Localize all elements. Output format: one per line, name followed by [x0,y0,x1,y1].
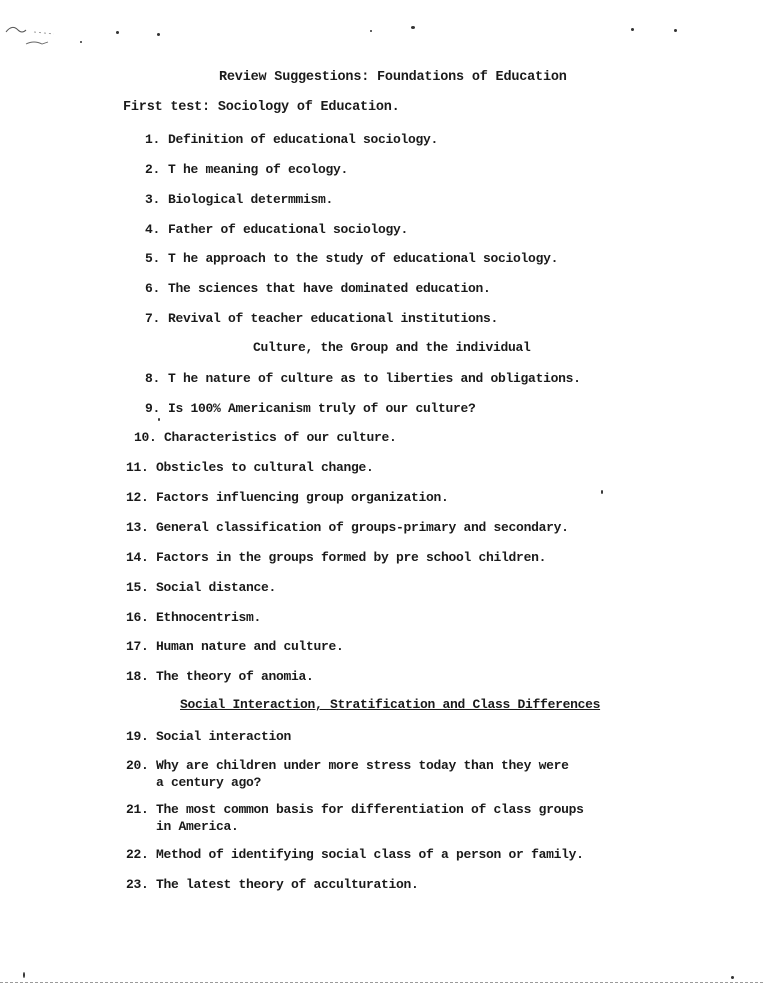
item-number: 12. [126,490,149,505]
list-item [126,801,584,835]
item-text: Why are children under more stress today than they were a century ago? [156,758,569,790]
item-number: 5. [144,251,160,266]
section-heading: Culture, the Group and the individual [253,340,531,355]
section-heading: Social Interaction, Stratification and Class Differences [180,697,601,712]
list-item [138,370,581,387]
list-item [126,846,584,863]
list-item [126,728,291,745]
item-text: T he nature of culture as to liberties and obligations. [168,371,581,386]
item-text: Characteristics of our culture. [164,430,397,445]
item-text: Definition of educational sociology. [168,132,439,147]
scan-speck [411,26,415,29]
list-item [138,400,476,417]
item-text: T he meaning of ecology. [168,162,349,177]
item-number: 13. [126,520,149,535]
scan-speck [116,31,119,34]
item-number: 8. [144,371,160,386]
item-text: General classification of groups-primary and secondary. [156,520,569,535]
scan-speck [157,33,160,36]
item-number: 2. [144,162,160,177]
item-number: 14. [126,550,149,565]
list-item [126,519,569,536]
item-text: Social distance. [156,580,277,595]
item-text: Obsticles to cultural change. [156,460,374,475]
scan-speck [370,30,372,32]
list-item [138,161,348,178]
item-text: Ethnocentrism. [156,610,262,625]
document-title: Review Suggestions: Foundations of Education [219,70,567,85]
scan-speck [158,418,160,421]
list-item [126,579,276,596]
item-number: 6. [144,281,160,296]
list-item [126,757,569,791]
item-number: 22. [126,847,149,862]
item-text: Factors in the groups formed by pre school children. [156,550,547,565]
item-number: 10. [134,430,157,445]
item-text: Human nature and culture. [156,639,344,654]
item-number: 9. [144,401,160,416]
item-number: 15. [126,580,149,595]
item-text: Biological determmism. [168,192,334,207]
scan-speck [674,29,677,32]
item-number: 18. [126,669,149,684]
list-item [126,459,374,476]
item-number: 4. [144,222,160,237]
scan-speck [23,972,25,978]
scan-speck [731,976,734,979]
item-text: Method of identifying social class of a person or family. [156,847,584,862]
handwritten-mark [4,18,84,58]
item-text: Factors influencing group organization. [156,490,449,505]
scan-speck [80,41,82,43]
list-item [138,280,491,297]
item-text: The sciences that have dominated education. [168,281,491,296]
item-number: 11. [126,460,149,475]
list-item [126,668,314,685]
item-number: 1. [144,132,160,147]
list-item [138,221,408,238]
scan-speck [601,490,603,494]
item-number: 19. [126,729,149,744]
list-item [138,191,333,208]
item-number: 3. [144,192,160,207]
item-text: Father of educational sociology. [168,222,409,237]
item-text: The most common basis for differentiation of class groups in America. [156,802,584,834]
scan-speck [631,28,634,31]
item-number: 16. [126,610,149,625]
item-text: The latest theory of acculturation. [156,877,419,892]
list-item [126,609,261,626]
item-number: 7. [144,311,160,326]
item-number: 20. [126,758,149,773]
list-item [126,549,546,566]
item-text: Is 100% Americanism truly of our culture? [168,401,476,416]
item-number: 23. [126,877,149,892]
list-item [126,638,344,655]
item-number: 17. [126,639,149,654]
list-item [138,131,438,148]
item-text: T he approach to the study of educational sociology. [168,251,559,266]
list-item [126,876,419,893]
list-item [138,310,498,327]
list-item [138,250,558,267]
scan-edge [0,982,763,984]
item-text: Revival of teacher educational institutions. [168,311,499,326]
test-subtitle: First test: Sociology of Education. [123,100,400,115]
item-text: The theory of anomia. [156,669,314,684]
list-item [126,489,449,506]
item-text: Social interaction [156,729,292,744]
item-number: 21. [126,802,149,817]
list-item [134,429,397,446]
